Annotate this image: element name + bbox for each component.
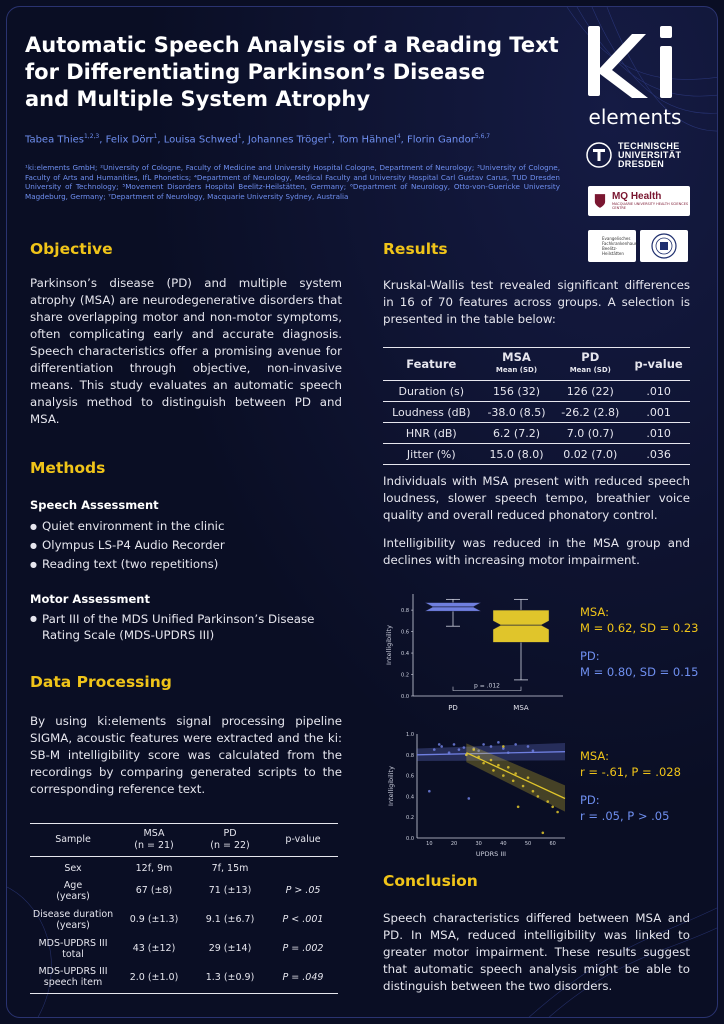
header-label: MSA bbox=[502, 350, 531, 364]
poster-title bbox=[25, 32, 565, 113]
x-tick-label: 10 bbox=[426, 841, 433, 847]
table-cell: 67 (±8) bbox=[135, 885, 173, 897]
author-sup: 1 bbox=[237, 133, 242, 140]
list-item: ● Part III of the MDS Unified Parkinson’s Disease Rating Scale (MDS-UPDRS III) bbox=[30, 611, 342, 643]
tud-line: DRESDEN bbox=[618, 158, 665, 169]
y-tick-label: 0.8 bbox=[401, 608, 409, 615]
data-point-msa bbox=[517, 806, 520, 809]
table-header bbox=[553, 348, 627, 381]
table-cell: P < .001 bbox=[282, 914, 324, 926]
title-line: for Differentiating Parkinson’s Disease bbox=[25, 60, 486, 84]
data-point-msa bbox=[502, 745, 505, 748]
author-sup: 1 bbox=[153, 133, 158, 140]
stat-label: MSA: bbox=[580, 605, 609, 619]
data-point-msa bbox=[492, 769, 495, 772]
table-header bbox=[627, 348, 690, 381]
title-line: and Multiple System Atrophy bbox=[25, 87, 371, 111]
table-cell: Disease duration (years) bbox=[32, 908, 114, 931]
feature-table bbox=[383, 347, 690, 465]
table-row bbox=[30, 877, 338, 906]
header-label: PD bbox=[581, 350, 600, 364]
table-cell: P = .049 bbox=[268, 964, 338, 994]
table-cell: 126 (22) bbox=[553, 381, 627, 402]
partner-logo-a bbox=[588, 230, 636, 262]
partner-logo-b bbox=[640, 230, 688, 262]
table-cell: .036 bbox=[627, 444, 690, 465]
boxplot-pd-stats bbox=[580, 648, 699, 680]
data-point-pd bbox=[453, 743, 456, 746]
header-sub: Mean (SD) bbox=[495, 366, 538, 374]
table-cell: 43 (±12) bbox=[132, 943, 176, 955]
table-cell: -26.2 (2.8) bbox=[553, 402, 627, 423]
header-sub: Mean (SD) bbox=[569, 366, 611, 374]
data-point-pd bbox=[532, 749, 535, 752]
table-cell: 15.0 (8.0) bbox=[480, 444, 554, 465]
table-cell: -38.0 (8.5) bbox=[480, 402, 554, 423]
tud-emblem-icon bbox=[586, 142, 612, 168]
data-point-pd bbox=[438, 743, 441, 746]
tud-logo bbox=[586, 140, 692, 170]
data-point-msa bbox=[502, 774, 505, 777]
mq-health-logo bbox=[588, 186, 690, 216]
data-point-pd bbox=[440, 745, 443, 748]
header-label: Feature bbox=[406, 356, 457, 371]
x-tick-label: 50 bbox=[524, 841, 532, 847]
data-point-pd bbox=[482, 743, 485, 746]
motor-assessment-list bbox=[30, 611, 342, 643]
table-cell: P = .002 bbox=[282, 943, 324, 955]
mq-shield-icon bbox=[594, 192, 606, 210]
y-tick-label: 0.0 bbox=[401, 694, 409, 700]
table-cell: 71 (±13) bbox=[208, 885, 252, 897]
stat-label: PD: bbox=[580, 649, 600, 663]
table-cell: Loudness (dB) bbox=[383, 402, 480, 423]
y-tick-label: 0.0 bbox=[406, 836, 414, 842]
data-point-msa bbox=[514, 772, 517, 775]
list-item: ● Quiet environment in the clinic bbox=[30, 517, 342, 536]
data-point-msa bbox=[532, 790, 535, 793]
tud-line: TECHNISCHE bbox=[618, 140, 680, 151]
table-cell: 9.1 (±6.7) bbox=[205, 914, 255, 926]
x-tick-label: MSA bbox=[513, 704, 529, 712]
y-axis-label: Intelligibility bbox=[387, 766, 395, 806]
author-sup: 5,6,7 bbox=[474, 133, 491, 140]
author-list: Tabea Thies$^{1,2,3}$, Felix Dörr$^1$, Louisa Schwed$^1$, Johannes Tröger$^1$, Tom Hähnel$^4$, Florin Gandor$^{5,6,7}$ bbox=[25, 133, 491, 146]
y-tick-label: 0.4 bbox=[406, 794, 414, 801]
sample-table bbox=[30, 823, 338, 994]
intelligibility-boxplot bbox=[383, 588, 573, 716]
data-point-msa bbox=[472, 748, 475, 751]
table-cell: 1.3 (±0.9) bbox=[192, 964, 268, 994]
table-row bbox=[30, 906, 338, 935]
data-point-pd bbox=[458, 748, 461, 751]
table-cell: 7f, 15m bbox=[211, 863, 249, 874]
table-cell: MDS-UPDRS III total bbox=[38, 937, 108, 960]
table-cell: Duration (s) bbox=[383, 381, 480, 402]
x-axis-label: UPDRS III bbox=[475, 850, 507, 858]
objective-text: Parkinson’s disease (PD) and multiple system atrophy (MSA) are neurodegenerative disorders that share overlapping motor and non-motor symptoms, often complicating early and accurate diagnosis. Speech characteristics offer a promising avenue for differentiation through objective, non-invasive means. This study evaluates an automatic speech analysis method to distinguish between PD and MSA. bbox=[30, 276, 342, 426]
objective-heading: Objective bbox=[30, 240, 113, 258]
results-heading: Results bbox=[383, 240, 448, 258]
y-tick-label: 0.6 bbox=[406, 773, 414, 780]
table-cell: 2.0 (±1.0) bbox=[116, 964, 192, 994]
table-cell: 6.2 (7.2) bbox=[480, 423, 554, 444]
data-point-msa bbox=[482, 762, 485, 765]
table-cell: 156 (32) bbox=[480, 381, 554, 402]
table-cell: .001 bbox=[627, 402, 690, 423]
table-row bbox=[383, 402, 690, 423]
author-sup: 1 bbox=[327, 133, 332, 140]
table-header: PD (n = 22) bbox=[192, 824, 268, 857]
header-label: p-value bbox=[634, 356, 683, 371]
results-para-1: Individuals with MSA present with reduced speech loudness, slower speech tempo, breathier voice quality and overall reduced phonatory control. bbox=[383, 474, 690, 522]
results-para-2: Intelligibility was reduced in the MSA group and declines with increasing motor impairment. bbox=[383, 536, 690, 567]
conclusion-heading: Conclusion bbox=[383, 872, 478, 890]
scatter-msa-stats bbox=[580, 748, 681, 780]
list-item: ● Reading text (two repetitions) bbox=[30, 555, 342, 574]
table-row bbox=[30, 964, 338, 994]
partner-a-text: Evangelisches Fachkrankenhaus Beelitz-Heilstätten bbox=[602, 236, 637, 256]
conclusion-text: Speech characteristics differed between MSA and PD. In MSA, reduced intelligibility was linked to greater motor impairment. These results suggest that automatic speech analysis might be able to distinguish between the two disorders. bbox=[383, 911, 690, 993]
motor-assessment-heading: Motor Assessment bbox=[30, 592, 150, 606]
data-point-msa bbox=[507, 766, 510, 769]
speech-assessment-list bbox=[30, 517, 342, 574]
y-tick-label: 0.4 bbox=[401, 651, 409, 658]
stat-label: MSA: bbox=[580, 749, 609, 763]
data-point-pd bbox=[490, 745, 493, 748]
significance-label: p = .012 bbox=[473, 682, 501, 690]
data-processing-heading: Data Processing bbox=[30, 673, 172, 691]
data-point-msa bbox=[465, 754, 468, 757]
data-point-msa bbox=[556, 811, 559, 814]
author-sup: 4 bbox=[396, 133, 401, 140]
affiliations: ¹ki:elements GmbH; ²University of Cologne, Faculty of Medicine and University Hospital Cologne, Department of Neurology; ³University of Cologne, Faculty of Arts and Humanities, IfL Phonetics; ⁴Department of Neurology, Medical Faculty and University Hospital Carl Gustav Carus, TUD Dresden University of Technology; ⁵Movement Disorders Hospital Beelitz-Heilstätten, Germany; ⁶Department of Neurology, Otto-von-Guericke University Magdeburg, Germany; ⁷Department of Neurology, Macquarie University Sydney, Australia bbox=[25, 163, 560, 201]
tud-line: UNIVERSITÄT bbox=[618, 149, 682, 160]
speech-assessment-heading: Speech Assessment bbox=[30, 498, 159, 512]
table-cell: 0.9 (±1.3) bbox=[129, 914, 179, 926]
table-row bbox=[30, 857, 338, 877]
y-tick-label: 0.8 bbox=[406, 752, 414, 759]
x-tick-label: 20 bbox=[450, 841, 458, 847]
mq-sub: MACQUARIE UNIVERSITY HEALTH SCIENCES CENTRE bbox=[611, 202, 689, 210]
table-cell: .010 bbox=[627, 423, 690, 444]
data-point-msa bbox=[527, 776, 530, 779]
results-intro: Kruskal-Wallis test revealed significant differences in 16 of 70 features across groups. A selection is presented in the table below: bbox=[383, 278, 690, 326]
data-point-msa bbox=[551, 806, 554, 809]
mq-main: MQ Health bbox=[611, 191, 662, 202]
data-point-msa bbox=[542, 832, 545, 835]
x-tick-label: 40 bbox=[500, 841, 507, 847]
table-header bbox=[383, 348, 480, 381]
author-name: Florin Gandor bbox=[407, 134, 475, 146]
stat-value: r = -.61, P = .028 bbox=[580, 765, 681, 779]
table-header: MSA (n = 21) bbox=[116, 824, 192, 857]
table-header-row bbox=[30, 824, 338, 857]
data-point-pd bbox=[463, 746, 466, 749]
data-point-pd bbox=[497, 741, 500, 744]
data-point-msa bbox=[490, 759, 493, 762]
table-cell: MDS-UPDRS III speech item bbox=[30, 964, 116, 994]
table-cell: 0.02 (7.0) bbox=[553, 444, 627, 465]
table-header bbox=[480, 348, 554, 381]
table-header: p-value bbox=[268, 824, 338, 857]
scatter-pd-stats bbox=[580, 792, 669, 824]
table-header-row bbox=[383, 348, 690, 381]
table-row bbox=[383, 423, 690, 444]
y-axis-label: Intelligibility bbox=[385, 625, 393, 665]
table-cell: HNR (dB) bbox=[383, 423, 480, 444]
data-point-pd bbox=[527, 745, 530, 748]
data-point-msa bbox=[546, 800, 549, 803]
table-row bbox=[30, 935, 338, 964]
data-point-msa bbox=[512, 780, 515, 783]
table-cell: .010 bbox=[627, 381, 690, 402]
stat-value: r = .05, P > .05 bbox=[580, 809, 670, 823]
table-cell: 29 (±14) bbox=[208, 943, 252, 955]
table-cell: Age (years) bbox=[56, 879, 90, 902]
author-name: Tom Hähnel bbox=[338, 134, 397, 146]
data-point-pd bbox=[428, 790, 431, 793]
box-msa bbox=[493, 610, 549, 642]
data-point-pd bbox=[468, 797, 471, 800]
y-tick-label: 1.0 bbox=[406, 732, 414, 738]
data-point-msa bbox=[537, 795, 540, 798]
table-row bbox=[383, 381, 690, 402]
author-name: Felix Dörr bbox=[105, 134, 154, 146]
author-name: Louisa Schwed bbox=[163, 134, 238, 146]
table-cell: P > .05 bbox=[285, 885, 321, 897]
table-cell: Sex bbox=[64, 863, 82, 874]
y-tick-label: 0.2 bbox=[401, 672, 409, 679]
data-processing-text: By using ki:elements signal processing pipeline SIGMA, acoustic features were extracted and the ki: SB-M intelligibility score was calculated from the recordings by comparing generated scripts to the corresponding reference text. bbox=[30, 714, 342, 796]
table-cell: 7.0 (0.7) bbox=[553, 423, 627, 444]
table-row bbox=[383, 444, 690, 465]
ki-logo-sub: elements bbox=[588, 105, 682, 129]
data-point-msa bbox=[522, 785, 525, 788]
x-tick-label: 30 bbox=[475, 841, 482, 847]
table-cell bbox=[268, 857, 338, 877]
data-point-pd bbox=[514, 743, 517, 746]
stat-value: M = 0.80, SD = 0.15 bbox=[580, 665, 699, 679]
author-name: Johannes Tröger bbox=[247, 134, 328, 146]
university-seal-icon bbox=[651, 233, 677, 259]
author-name: Tabea Thies bbox=[25, 134, 84, 146]
list-item: ● Olympus LS-P4 Audio Recorder bbox=[30, 536, 342, 555]
x-tick-label: 60 bbox=[549, 841, 556, 847]
stat-label: PD: bbox=[580, 793, 600, 807]
y-tick-label: 0.6 bbox=[401, 629, 409, 636]
boxplot-msa-stats bbox=[580, 604, 699, 636]
data-point-msa bbox=[497, 764, 500, 767]
author-sup: 1,2,3 bbox=[83, 133, 100, 140]
x-tick-label: PD bbox=[448, 704, 458, 712]
data-point-pd bbox=[433, 748, 436, 751]
stat-value: M = 0.62, SD = 0.23 bbox=[580, 621, 699, 635]
ki-elements-logo bbox=[580, 24, 690, 132]
title-line: Automatic Speech Analysis of a Reading Text bbox=[25, 33, 559, 57]
table-header: Sample bbox=[30, 824, 116, 857]
table-cell: Jitter (%) bbox=[383, 444, 480, 465]
table-cell: 12f, 9m bbox=[135, 863, 173, 874]
y-tick-label: 0.2 bbox=[406, 815, 414, 822]
intelligibility-scatterplot bbox=[383, 728, 573, 864]
methods-heading: Methods bbox=[30, 459, 106, 477]
